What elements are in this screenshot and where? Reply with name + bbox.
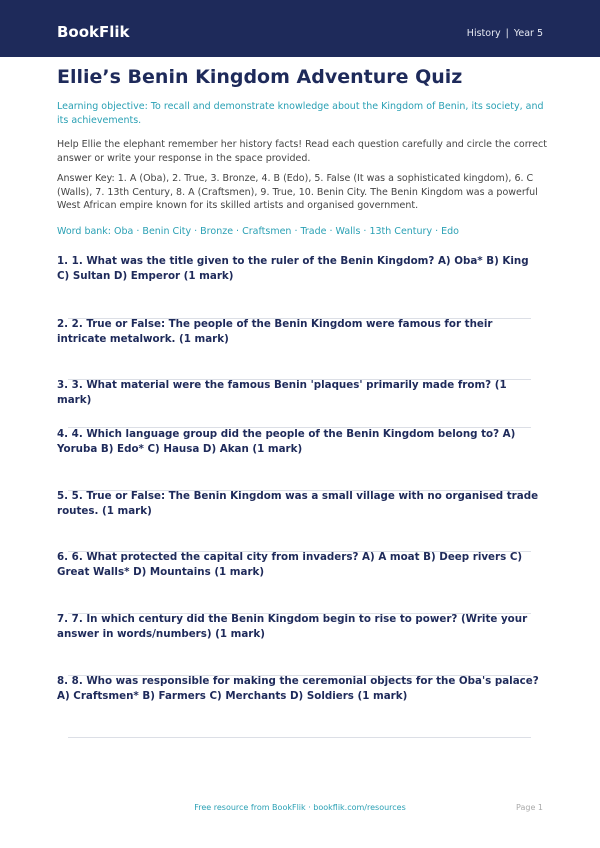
question-8: 8. 8. Who was responsible for making the ceremonial objects for the Oba's palace? A) Craftsmen* B) Farmers C) Merchants D) Soldiers (1 mark)	[57, 675, 539, 702]
question-3: 3. 3. What material were the famous Benin 'plaques' primarily made from? (1 mark)	[57, 379, 507, 406]
brand-logo[interactable]: BookFlik	[57, 23, 130, 41]
question-2: 2. 2. True or False: The people of the Benin Kingdom were famous for their intricate metalwork. (1 mark)	[57, 318, 493, 345]
question-6: 6. 6. What protected the capital city from invaders? A) A moat B) Deep rivers C) Great Walls* D) Mountains (1 mark)	[57, 551, 523, 578]
question-1: 1. 1. What was the title given to the ruler of the Benin Kingdom? A) Oba* B) King C) Sultan D) Emperor (1 mark)	[57, 255, 529, 282]
question-5: 5. 5. True or False: The Benin Kingdom was a small village with no organised trade routes. (1 mark)	[57, 490, 539, 517]
page-number: Page 1	[516, 803, 543, 812]
question-7: 7. 7. In which century did the Benin Kingdom begin to rise to power? (Write your answer in words/numbers) (1 mark)	[57, 613, 528, 640]
breadcrumb-year[interactable]: Year 5	[513, 28, 543, 39]
page-header	[0, 0, 600, 57]
breadcrumb-separator: |	[505, 28, 509, 39]
breadcrumb	[467, 28, 543, 40]
learning-objective: Learning objective: To recall and demonstrate knowledge about the Kingdom of Benin, its society, and its achievements.	[57, 101, 544, 126]
footer-text[interactable]: Free resource from BookFlik · bookflik.com/resources	[194, 803, 406, 812]
answer-line-8[interactable]	[68, 737, 531, 738]
answer-key: Answer Key: 1. A (Oba), 2. True, 3. Bronze, 4. B (Edo), 5. False (It was a sophisticated kingdom), 6. C (Walls), 7. 13th Century, 8. A (Craftsmen), 9. True, 10. Benin City. The Benin Kingdom was a powerful West African empire known for its skilled artists and organised government.	[57, 173, 538, 211]
word-bank: Word bank: Oba · Benin City · Bronze · Craftsmen · Trade · Walls · 13th Century · Edo	[57, 226, 459, 237]
page-title: Ellie’s Benin Kingdom Adventure Quiz	[57, 66, 463, 88]
breadcrumb-subject[interactable]: History	[466, 28, 501, 39]
question-4: 4. 4. Which language group did the people of the Benin Kingdom belong to? A) Yoruba B) Edo* C) Hausa D) Akan (1 mark)	[57, 428, 516, 455]
instructions: Help Ellie the elephant remember her history facts! Read each question carefully and circle the correct answer or write your response in the space provided.	[57, 139, 547, 164]
